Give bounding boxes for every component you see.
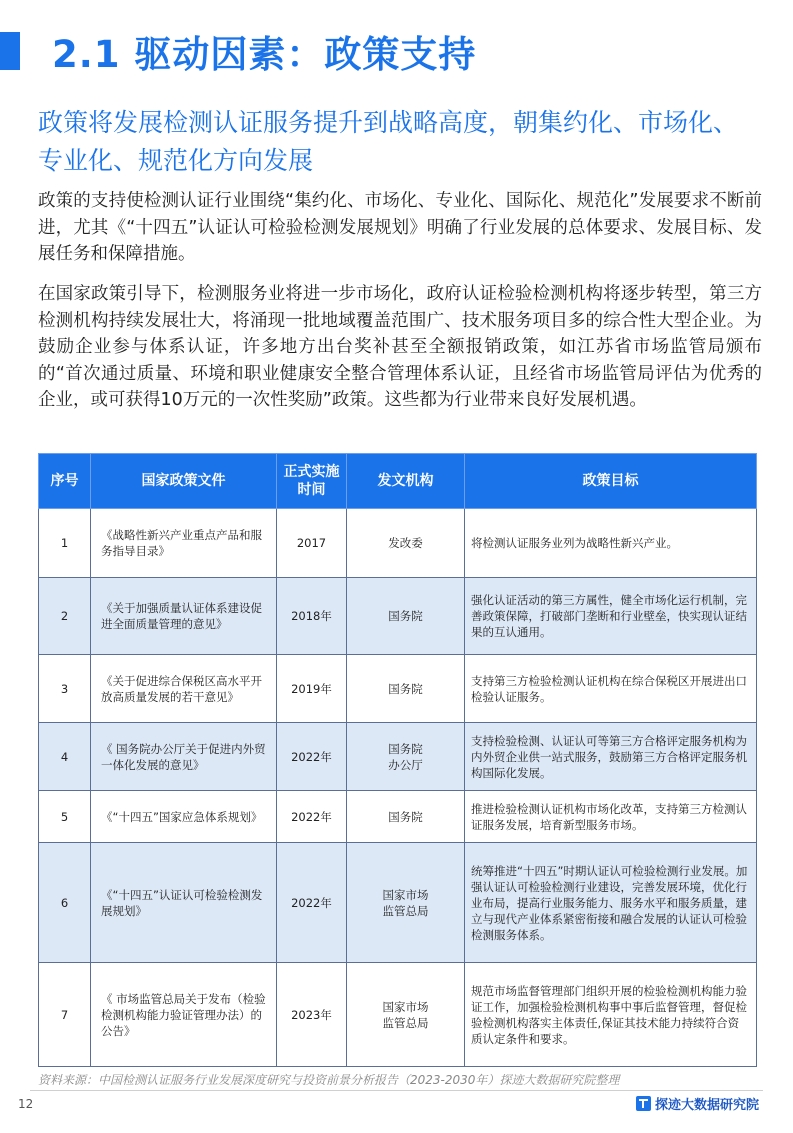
section-subtitle: 政策将发展检测认证服务提升到战略高度，朝集约化、市场化、专业化、规范化方向发展 [38,108,739,175]
cell-policy-goal: 强化认证活动的第三方属性，健全市场化运行机制，完善政策保障，打破部门垄断和行业壁垒，快实现认证结果的互认通用。 [465,578,757,655]
table-header-row [39,454,757,509]
cell-policy-document: 《关于促进综合保税区高水平开放高质量发展的若干意见》 [91,655,277,723]
cell-effective-date: 2022年 [277,723,347,791]
cell-policy-goal: 规范市场监督管理部门组织开展的检验检测机构能力验证工作，加强检验检测机构事中事后监督管理，督促检验检测机构落实主体责任,保证其技术能力持续符合资质认定条件和要求。 [465,963,757,1067]
cell-effective-date: 2022年 [277,843,347,963]
cell-policy-document: 《 国务院办公厅关于促进内外贸一体化发展的意见》 [91,723,277,791]
cell-num: 3 [39,655,91,723]
cell-num: 6 [39,843,91,963]
cell-issuing-agency: 国务院 [347,578,465,655]
table-row [39,791,757,843]
cell-policy-goal: 支持检验检测、认证认可等第三方合格评定服务机构为内外贸企业供一站式服务，鼓励第三方合格评定服务机构国际化发展。 [465,723,757,791]
table-row [39,578,757,655]
cell-num: 5 [39,791,91,843]
cell-policy-goal: 推进检验检测认证机构市场化改革，支持第三方检测认证服务发展，培育新型服务市场。 [465,791,757,843]
header-effective-date: 正式实施时间 [277,454,347,509]
source-note: 资料来源：中国检测认证服务行业发展深度研究与投资前景分析报告（2023-2030年）探迹大数据研究院整理 [38,1073,620,1087]
header-num: 序号 [39,454,91,509]
brand-name: 探迹大数据研究院 [654,1098,759,1113]
cell-effective-date: 2023年 [277,963,347,1067]
table-row [39,843,757,963]
cell-issuing-agency: 发改委 [347,509,465,578]
cell-policy-document: 《 市场监管总局关于发布（检验检测机构能力验证管理办法）的公告》 [91,963,277,1067]
cell-issuing-agency: 国家市场 监管总局 [347,843,465,963]
cell-issuing-agency: 国务院 [347,791,465,843]
cell-num: 1 [39,509,91,578]
cell-policy-document: 《“十四五”国家应急体系规划》 [91,791,277,843]
cell-issuing-agency: 国务院 [347,655,465,723]
page-number: 12 [18,1097,34,1111]
body-paragraph-2: 在国家政策引导下，检测服务业将进一步市场化，政府认证检验检测机构将逐步转型，第三方检测机构持续发展壮大，将涌现一批地域覆盖范围广、技术服务项目多的综合性大型企业。为鼓励企业参与体系认证，许多地方出台奖补甚至全额报销政策，如江苏省市场监管局颁布的“首次通过质量、环境和职业健康安全整合管理体系认证，且经省市场监管局评估为优秀的企业，或可获得10万元的一次性奖励”政策。这些都为行业带来良好发展机遇。 [38,284,762,410]
body-paragraph-1: 政策的支持使检测认证行业围绕“集约化、市场化、专业化、国际化、规范化”发展要求不断前进，尤其《“十四五”认证认可检验检测发展规划》明确了行业发展的总体要求、发展目标、发展任务和保障措施。 [38,191,762,264]
header-policy-goal: 政策目标 [465,454,757,509]
cell-policy-goal: 统筹推进“十四五”时期认证认可检验检测行业发展。加强认证认可检验检测行业建设，完善发展环境，优化行业布局，提高行业服务能力、服务水平和服务质量，建立与现代产业体系紧密衔接和融合发展的认证认可检验检测服务体系。 [465,843,757,963]
cell-effective-date: 2017 [277,509,347,578]
table-row [39,509,757,578]
cell-num: 4 [39,723,91,791]
cell-num: 2 [39,578,91,655]
header-policy-document: 国家政策文件 [91,454,277,509]
cell-policy-document: 《战略性新兴产业重点产品和服务指导目录》 [91,509,277,578]
title-accent-bar [0,32,20,70]
cell-effective-date: 2019年 [277,655,347,723]
table-row [39,723,757,791]
cell-num: 7 [39,963,91,1067]
brand-footer [636,1094,759,1113]
cell-policy-goal: 支持第三方检验检测认证机构在综合保税区开展进出口检验认证服务。 [465,655,757,723]
footer-divider [30,1090,763,1091]
cell-policy-document: 《关于加强质量认证体系建设促进全面质量管理的意见》 [91,578,277,655]
cell-issuing-agency: 国家市场 监管总局 [347,963,465,1067]
cell-issuing-agency: 国务院 办公厅 [347,723,465,791]
cell-effective-date: 2022年 [277,791,347,843]
cell-policy-document: 《“十四五”认证认可检验检测发展规划》 [91,843,277,963]
policy-table [38,453,757,1067]
brand-logo-icon [636,1096,651,1111]
page-title: 2.1 驱动因素：政策支持 [52,33,477,76]
cell-effective-date: 2018年 [277,578,347,655]
table-row [39,655,757,723]
header-issuing-agency: 发文机构 [347,454,465,509]
cell-policy-goal: 将检测认证服务业列为战略性新兴产业。 [465,509,757,578]
table-row [39,963,757,1067]
